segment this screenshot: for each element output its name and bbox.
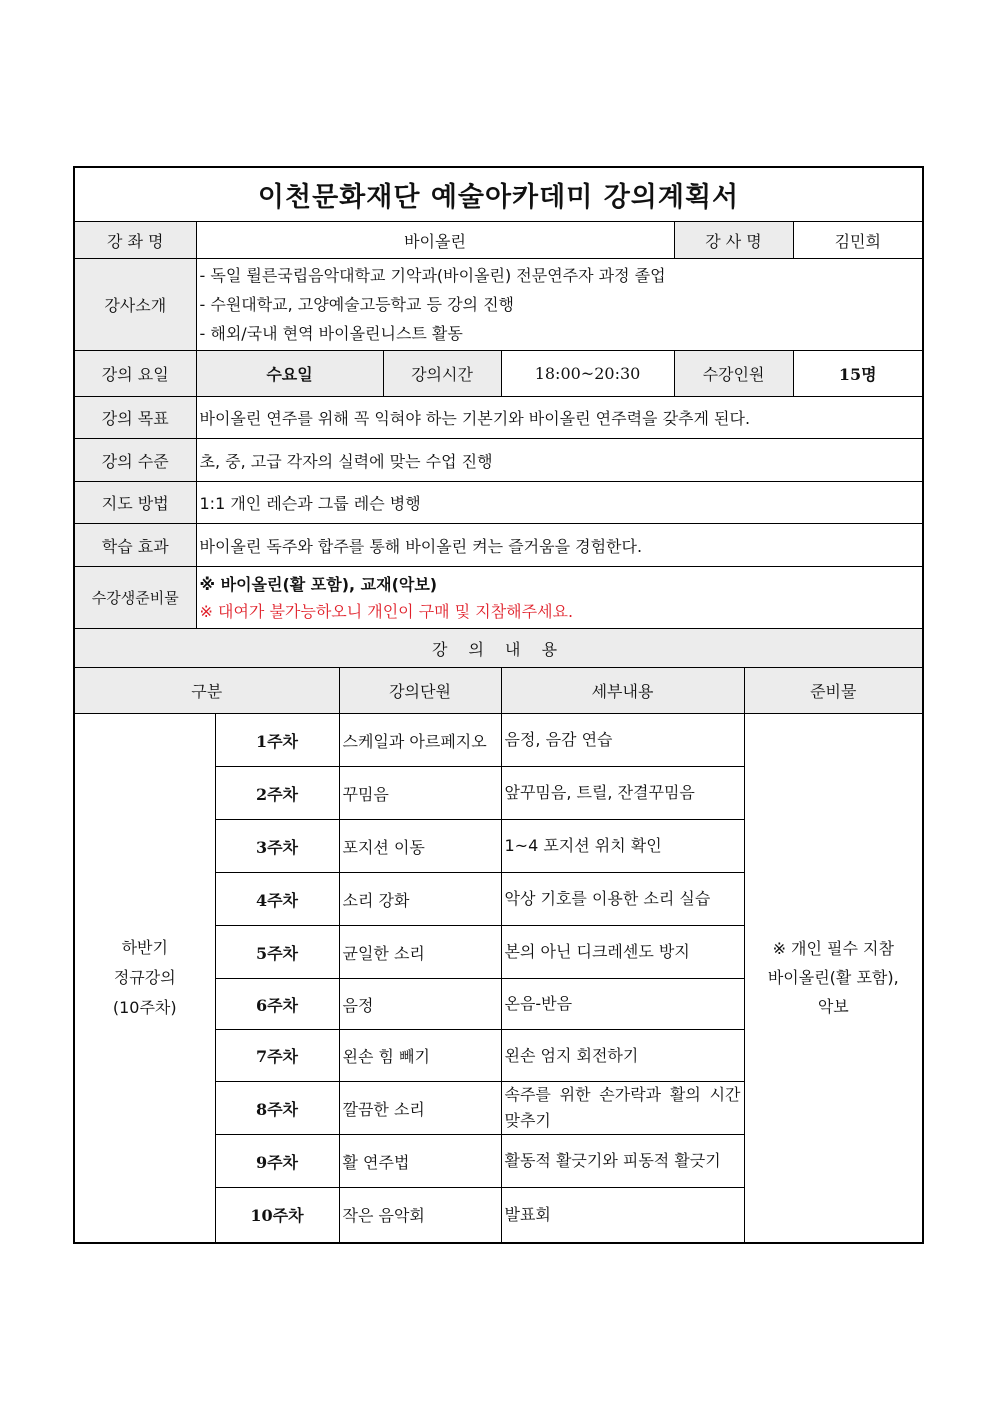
content-header: 강 의 내 용 <box>74 629 923 668</box>
detail-cell: 본의 아닌 디크레센도 방지 <box>501 926 744 979</box>
unit-cell: 왼손 힘 빼기 <box>339 1030 501 1082</box>
category-line: 정규강의 <box>113 967 176 987</box>
unit-cell: 작은 음악회 <box>339 1188 501 1243</box>
lecture-plan-document <box>73 166 922 1244</box>
week-cell: 8주차 <box>215 1082 339 1135</box>
category-line: (10주차) <box>112 997 177 1017</box>
category-line: 하반기 <box>121 937 168 957</box>
lecture-plan-table <box>73 166 924 1244</box>
instructor-label: 강 사 명 <box>674 222 793 259</box>
detail-cell: 속주를 위한 손가락과 활의 시간 맞추기 <box>501 1082 744 1135</box>
week-cell: 6주차 <box>215 979 339 1030</box>
effect-value: 바이올린 독주와 합주를 통해 바이올린 켜는 즐거움을 경험한다. <box>196 524 923 567</box>
prep-line-notice: ※ 대여가 불가능하오니 개인이 구매 및 지참해주세요. <box>199 601 574 621</box>
intro-line: - 해외/국내 현역 바이올린니스트 활동 <box>199 324 463 343</box>
goal-value: 바이올린 연주를 위해 꼭 익혀야 하는 기본기와 바이올린 연주력을 갖추게 된다. <box>196 397 923 439</box>
intro-label: 강사소개 <box>74 259 196 351</box>
materials-cell <box>744 714 923 1243</box>
method-label: 지도 방법 <box>74 482 196 524</box>
detail-cell: 왼손 엄지 회전하기 <box>501 1030 744 1082</box>
course-value: 바이올린 <box>196 222 674 259</box>
detail-cell: 온음-반음 <box>501 979 744 1030</box>
capacity-label: 수강인원 <box>674 351 793 397</box>
week-cell: 10주차 <box>215 1188 339 1243</box>
instructor-value: 김민희 <box>793 222 923 259</box>
detail-cell: 1~4 포지션 위치 확인 <box>501 820 744 873</box>
day-label: 강의 요일 <box>74 351 196 397</box>
unit-cell: 소리 강화 <box>339 873 501 926</box>
detail-cell: 음정, 음감 연습 <box>501 714 744 767</box>
unit-cell: 꾸밈음 <box>339 767 501 820</box>
materials-line: 바이올린(활 포함), <box>767 968 899 988</box>
category-cell <box>74 714 215 1243</box>
prep-line-items: ※ 바이올린(활 포함), 교재(악보) <box>199 574 438 594</box>
level-value: 초, 중, 고급 각자의 실력에 맞는 수업 진행 <box>196 439 923 482</box>
course-label: 강 좌 명 <box>74 222 196 259</box>
detail-cell: 악상 기호를 이용한 소리 실습 <box>501 873 744 926</box>
week-cell: 7주차 <box>215 1030 339 1082</box>
day-value: 수요일 <box>196 351 383 397</box>
week-cell: 4주차 <box>215 873 339 926</box>
intro-line: - 독일 륄른국립음악대학교 기악과(바이올린) 전문연주자 과정 졸업 <box>199 266 666 285</box>
week-cell: 1주차 <box>215 714 339 767</box>
unit-cell: 포지션 이동 <box>339 820 501 873</box>
column-header-detail: 세부내용 <box>501 668 744 714</box>
table-row <box>74 714 923 767</box>
unit-cell: 음정 <box>339 979 501 1030</box>
detail-cell: 앞꾸밈음, 트릴, 잔결꾸밈음 <box>501 767 744 820</box>
intro-content <box>196 259 923 351</box>
detail-cell: 발표회 <box>501 1188 744 1243</box>
level-label: 강의 수준 <box>74 439 196 482</box>
intro-line: - 수원대학교, 고양예술고등학교 등 강의 진행 <box>199 295 514 314</box>
time-label: 강의시간 <box>383 351 501 397</box>
detail-cell: 활동적 활긋기와 피동적 활긋기 <box>501 1135 744 1188</box>
column-header-category: 구분 <box>74 668 339 714</box>
week-cell: 9주차 <box>215 1135 339 1188</box>
page-title: 이천문화재단 예술아카데미 강의계획서 <box>74 167 923 222</box>
materials-line: 악보 <box>817 997 849 1017</box>
materials-line: ※ 개인 필수 지참 <box>772 939 894 959</box>
column-header-materials: 준비물 <box>744 668 923 714</box>
column-header-unit: 강의단원 <box>339 668 501 714</box>
unit-cell: 깔끔한 소리 <box>339 1082 501 1135</box>
week-cell: 5주차 <box>215 926 339 979</box>
week-cell: 2주차 <box>215 767 339 820</box>
time-value: 18:00~20:30 <box>501 351 674 397</box>
method-value: 1:1 개인 레슨과 그룹 레슨 병행 <box>196 482 923 524</box>
prep-label: 수강생준비물 <box>74 567 196 629</box>
prep-content <box>196 567 923 629</box>
goal-label: 강의 목표 <box>74 397 196 439</box>
unit-cell: 활 연주법 <box>339 1135 501 1188</box>
unit-cell: 균일한 소리 <box>339 926 501 979</box>
capacity-value: 15명 <box>793 351 923 397</box>
unit-cell: 스케일과 아르페지오 <box>339 714 501 767</box>
week-cell: 3주차 <box>215 820 339 873</box>
effect-label: 학습 효과 <box>74 524 196 567</box>
